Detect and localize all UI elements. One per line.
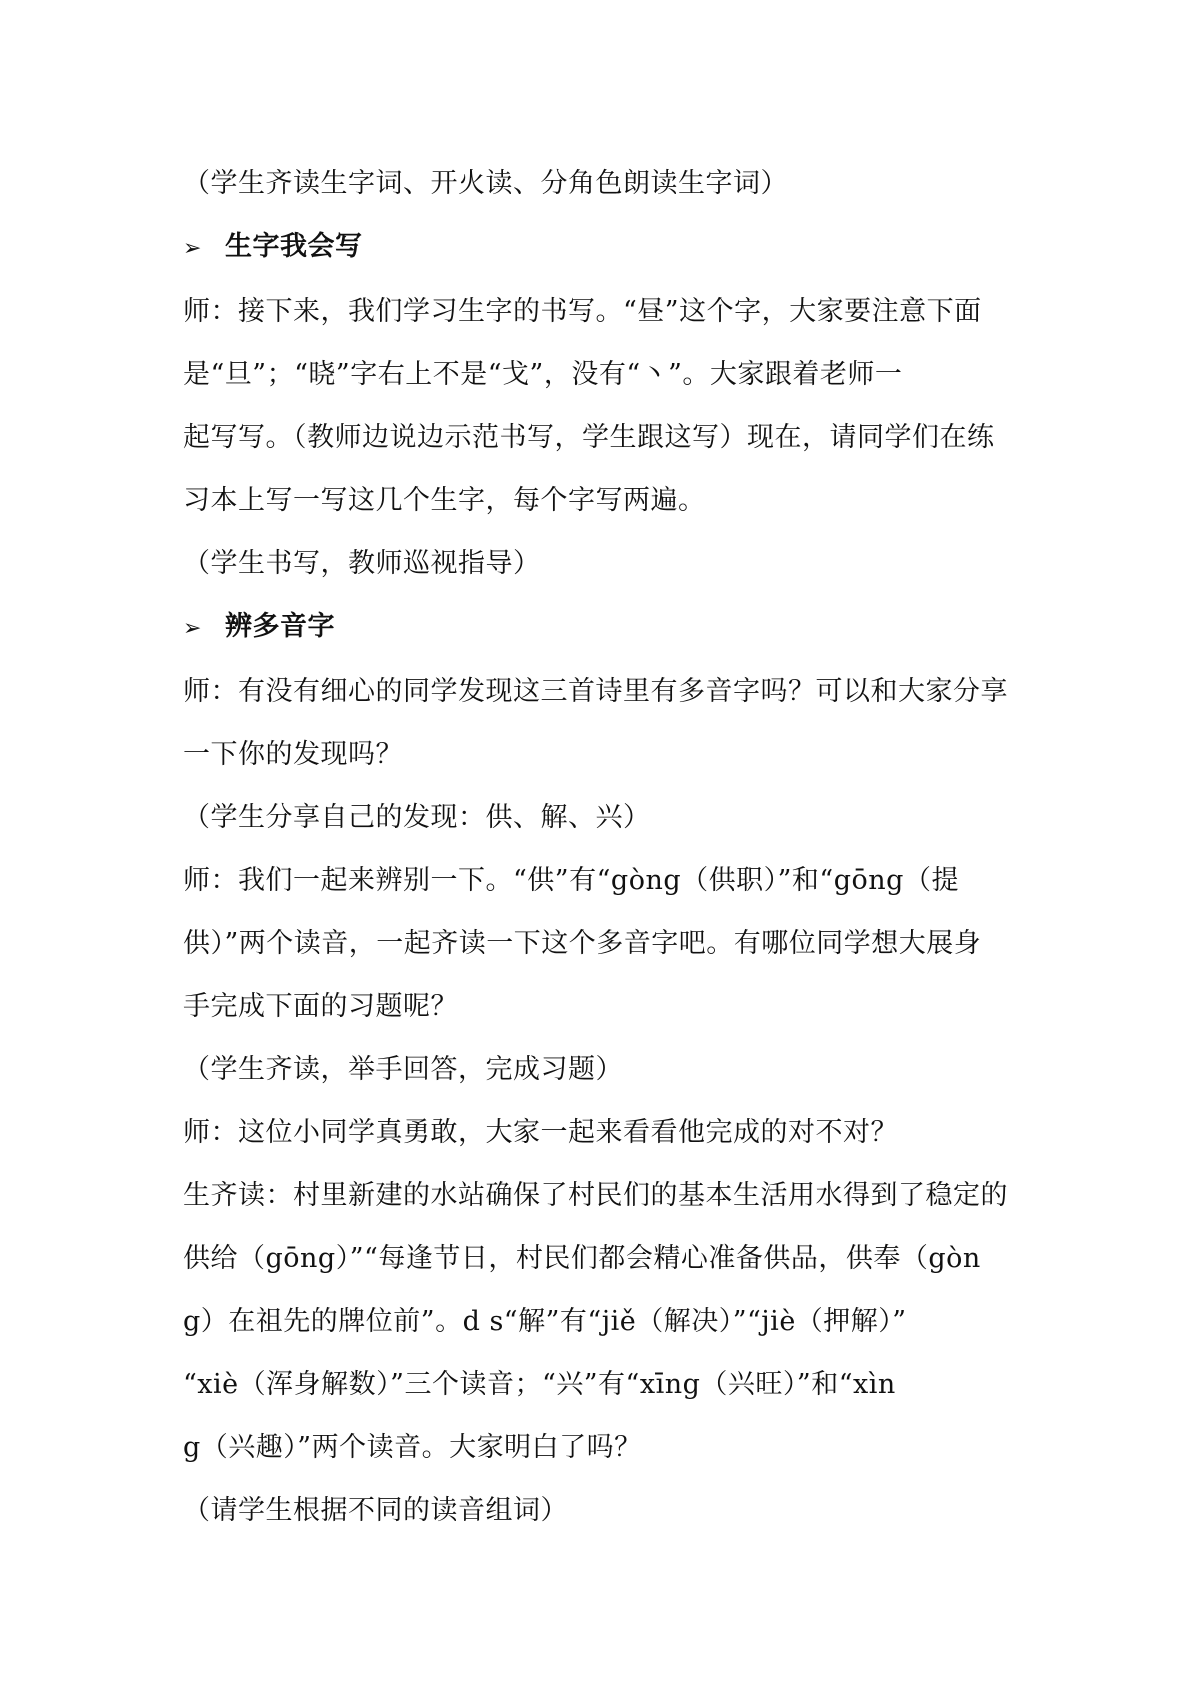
- section-heading-polyphone: [183, 595, 1028, 660]
- paragraph-line: （学生齐读生字词、开火读、分角色朗读生字词）: [183, 168, 788, 199]
- paragraph-line: （学生书写，教师巡视指导）: [183, 548, 541, 579]
- section-heading-text: 生字我会写: [225, 231, 363, 262]
- paragraph-line: 生齐读：村里新建的水站确保了村民们的基本生活用水得到了稳定的: [183, 1180, 1008, 1211]
- arrow-bullet-icon: ➢: [183, 236, 202, 261]
- paragraph-line: 供）”两个读音，一起齐读一下这个多音字吧。有哪位同学想大展身: [183, 928, 982, 959]
- section-heading-writing: [183, 215, 1028, 280]
- paragraph-line: （请学生根据不同的读音组词）: [183, 1495, 568, 1526]
- paragraph-line: g（兴趣）”两个读音。大家明白了吗？: [183, 1432, 642, 1463]
- paragraph-line: 是“旦”；“晓”字右上不是“戈”，没有“丶”。大家跟着老师一: [183, 359, 903, 390]
- paragraph-line: 一下你的发现吗？: [183, 739, 403, 770]
- section-heading-text: 辨多音字: [225, 611, 335, 642]
- paragraph-line: （学生齐读，举手回答，完成习题）: [183, 1054, 623, 1085]
- paragraph-line: 师：接下来，我们学习生字的书写。“昼”这个字，大家要注意下面: [183, 296, 982, 327]
- paragraph-line: 习本上写一写这几个生字，每个字写两遍。: [183, 485, 706, 516]
- paragraph-line: 师：有没有细心的同学发现这三首诗里有多音字吗？可以和大家分享: [183, 676, 1008, 707]
- paragraph-line: （学生分享自己的发现：供、解、兴）: [183, 802, 651, 833]
- paragraph-line: 师：我们一起来辨别一下。“供”有“gòng（供职）”和“gōng（提: [183, 865, 959, 896]
- document-body: [183, 152, 1028, 1542]
- paragraph-line: “xiè（浑身解数）”三个读音；“兴”有“xīng（兴旺）”和“xìn: [183, 1369, 896, 1400]
- paragraph-line: 供给（gōng）”“每逢节日，村民们都会精心准备供品，供奉（gòn: [183, 1243, 981, 1274]
- paragraph-line: 师：这位小同学真勇敢，大家一起来看看他完成的对不对？: [183, 1117, 898, 1148]
- paragraph-line: g）在祖先的牌位前”。d s“解”有“jiě（解决）”“jiè（押解）”: [183, 1306, 907, 1337]
- arrow-bullet-icon: ➢: [183, 616, 202, 641]
- paragraph-line: 手完成下面的习题呢？: [183, 991, 458, 1022]
- paragraph-line: 起写写。（教师边说边示范书写，学生跟这写）现在，请同学们在练: [183, 422, 995, 453]
